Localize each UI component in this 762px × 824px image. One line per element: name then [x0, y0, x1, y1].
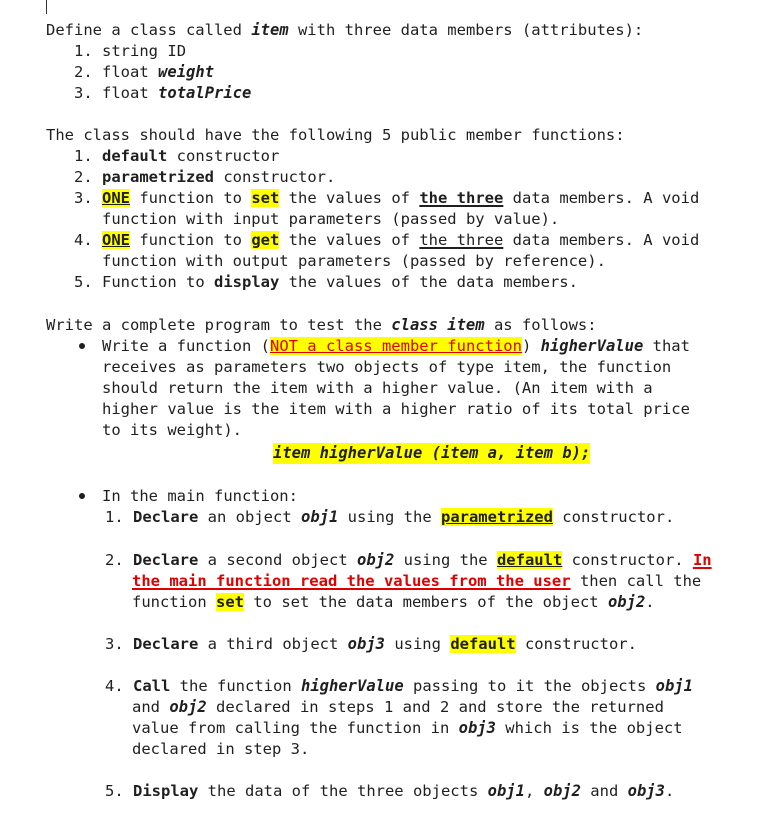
step-verb: Declare [133, 635, 199, 653]
object-name: obj3 [347, 635, 385, 653]
step-text: using the [338, 508, 441, 526]
get-highlight: get [251, 231, 280, 249]
member-name: weight [158, 63, 215, 81]
step-text: , [524, 782, 544, 800]
bullet-1-line1 [102, 336, 690, 357]
not-member-highlight: NOT a class member function [269, 337, 522, 355]
class-name: item [251, 21, 289, 39]
step-text: . [645, 593, 655, 611]
function-desc: the values of [279, 231, 420, 249]
object-name: obj3 [458, 719, 496, 737]
list-num: 4. [105, 677, 124, 695]
program-heading [46, 315, 597, 336]
class-item: class item [391, 316, 485, 334]
three-underlined: the three [419, 231, 504, 249]
function-4 [74, 230, 699, 251]
red-underlined-text: the main function read the values from the user [132, 572, 571, 590]
bullet-text: that [643, 337, 690, 355]
list-num: 5. [105, 782, 124, 800]
bullet-dot [79, 343, 85, 349]
intro-text-end: with three data members (attributes): [288, 21, 644, 39]
step-text: a third object [198, 635, 348, 653]
list-num: 2. [74, 168, 93, 186]
object-name: obj2 [607, 593, 646, 611]
text-cursor[interactable] [46, 0, 47, 14]
step-text: function [132, 593, 216, 611]
object-name: obj1 [655, 677, 693, 695]
function-name: higherValue [540, 337, 644, 355]
list-num: 3. [74, 84, 93, 102]
program-text: Write a complete program to test the [46, 316, 392, 334]
step-text: then call the [570, 572, 702, 590]
bullet-1-line5: to its weight). [102, 421, 242, 439]
function-desc: the values of the data members. [279, 273, 578, 291]
bullet-dot [79, 493, 85, 499]
step-2-line2 [132, 571, 701, 592]
step-verb: Display [133, 782, 199, 800]
member-name: totalPrice [158, 84, 252, 102]
step-4-line4: declared in step 3. [132, 740, 310, 758]
three-underlined: the three [419, 189, 504, 207]
step-text: declared in steps 1 and 2 and store the returned [206, 698, 664, 716]
step-2-line3 [132, 592, 655, 613]
one-highlight: ONE [102, 231, 131, 249]
intro-line [46, 20, 643, 41]
parametrized-highlight: parametrized [440, 508, 553, 526]
object-name: obj3 [627, 782, 665, 800]
step-text: a second object [198, 551, 357, 569]
step-text: using the [394, 551, 497, 569]
intro-text: Define a class called [46, 21, 252, 39]
function-desc: function to [130, 231, 252, 249]
step-1 [105, 507, 674, 528]
function-desc: Function to [102, 273, 214, 291]
bullet-text: Write a function ( [102, 337, 270, 355]
step-text: and [580, 782, 628, 800]
step-text: passing to it the objects [403, 677, 656, 695]
step-text: which is the object [495, 719, 683, 737]
function-desc: constructor [167, 147, 280, 165]
member-type: float [102, 63, 149, 81]
step-text: using [384, 635, 451, 653]
step-5 [105, 781, 674, 802]
set-highlight: set [251, 189, 280, 207]
member-type: string [102, 42, 159, 60]
member-2 [74, 62, 214, 83]
member-name: ID [167, 42, 187, 60]
bullet-1-line4: higher value is the item with a higher ratio of its total price [102, 400, 690, 418]
step-text: the function [170, 677, 301, 695]
step-verb: Call [133, 677, 171, 695]
function-desc: data members. A void [503, 189, 700, 207]
function-kind: default [102, 147, 168, 165]
list-num: 1. [105, 508, 124, 526]
functions-heading: The class should have the following 5 public member functions: [46, 126, 625, 144]
set-highlight: set [216, 593, 244, 611]
step-4-line2 [132, 697, 664, 718]
function-4-line2: function with output parameters (passed by reference). [102, 252, 606, 270]
step-text: and [132, 698, 170, 716]
program-text-end: as follows: [484, 316, 597, 334]
object-name: obj2 [543, 782, 581, 800]
step-verb: Declare [133, 508, 199, 526]
step-text: an object [198, 508, 301, 526]
function-desc: constructor. [214, 168, 336, 186]
step-text: . [664, 782, 675, 800]
object-name: obj2 [169, 698, 207, 716]
function-desc: function to [130, 189, 252, 207]
step-text: constructor. [515, 635, 637, 653]
bullet-1-line3: should return the item with a higher value. (An item with a [102, 379, 653, 397]
step-4 [105, 676, 693, 697]
list-num: 2. [105, 551, 124, 569]
function-name: higherValue [301, 677, 404, 695]
object-name: obj1 [487, 782, 525, 800]
function-prototype: item higherValue (item a, item b); [273, 444, 591, 462]
list-num: 5. [74, 273, 93, 291]
bullet-2-head: In the main function: [102, 487, 298, 505]
list-num: 2. [74, 63, 93, 81]
object-name: obj1 [301, 508, 339, 526]
member-1 [74, 41, 186, 62]
step-text: constructor. [562, 551, 693, 569]
function-desc: data members. A void [503, 231, 700, 249]
member-type: float [102, 84, 149, 102]
list-num: 1. [74, 147, 93, 165]
function-3 [74, 188, 699, 209]
bullet-1-line2: receives as parameters two objects of type item, the function [102, 358, 672, 376]
list-num: 1. [74, 42, 93, 60]
function-5 [74, 272, 578, 293]
step-4-line3 [132, 718, 683, 739]
default-highlight: default [450, 635, 516, 653]
function-desc: the values of [279, 189, 420, 207]
red-underlined-text: In [692, 551, 712, 569]
list-num: 4. [74, 231, 93, 249]
step-3 [105, 634, 637, 655]
bullet-text: ) [521, 337, 541, 355]
function-2 [74, 167, 335, 188]
list-num: 3. [105, 635, 124, 653]
step-text: the data of the three objects [198, 782, 488, 800]
step-text: constructor. [552, 508, 675, 526]
member-3 [74, 83, 251, 104]
display-bold: display [214, 273, 280, 291]
step-verb: Declare [133, 551, 199, 569]
function-kind: parametrized [102, 168, 214, 186]
step-text: to set the data members of the object [244, 593, 608, 611]
default-highlight: default [496, 551, 563, 569]
step-text: value from calling the function in [132, 719, 459, 737]
function-1 [74, 146, 279, 167]
object-name: obj2 [356, 551, 395, 569]
list-num: 3. [74, 189, 93, 207]
one-highlight: ONE [102, 189, 131, 207]
step-2 [105, 550, 712, 571]
function-3-line2: function with input parameters (passed by value). [102, 210, 560, 228]
